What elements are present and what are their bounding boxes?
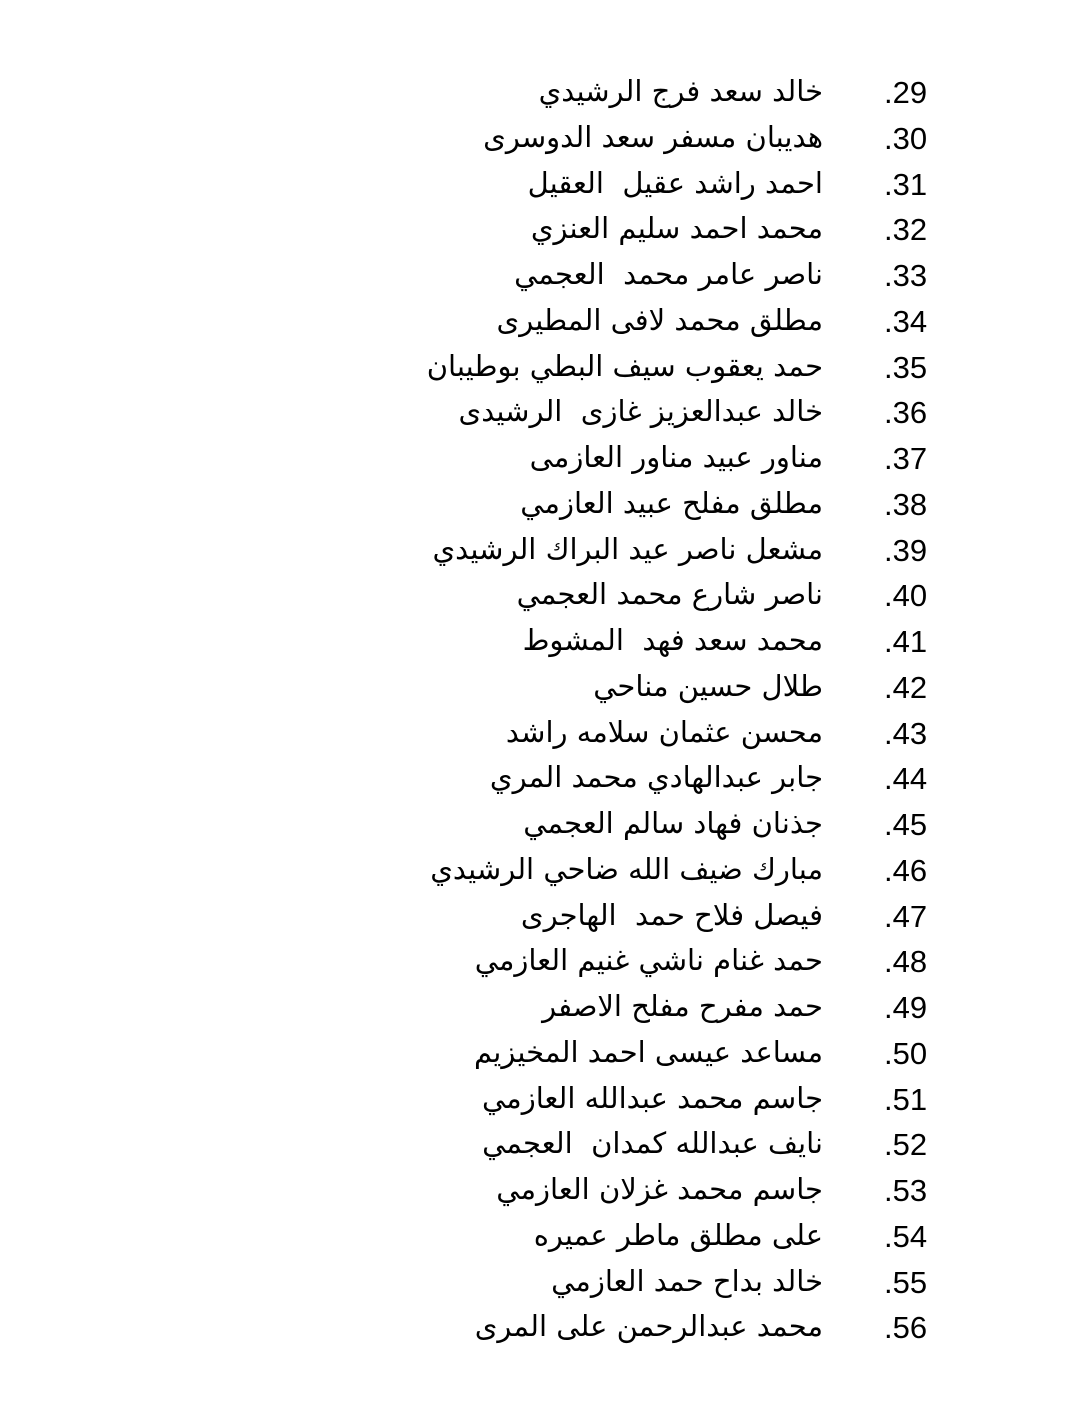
entry-name: خالد سعد فرج الرشيدي: [538, 74, 823, 108]
entry-name: مشعل ناصر عيد البراك الرشيدي: [432, 531, 823, 566]
entry-number: .54: [884, 1218, 928, 1254]
entry-name: مطلق محمد لافى المطيرى: [496, 302, 823, 337]
list-item: [0, 526, 1073, 572]
entry-number: .32: [884, 212, 928, 248]
entry-name: طلال حسين مناحي: [593, 668, 823, 703]
list-item: [0, 663, 1073, 709]
list-item: [0, 1029, 1073, 1075]
entry-name: نايف عبدالله كمدان العجمي: [482, 1126, 823, 1161]
list-item: [0, 1258, 1073, 1304]
entry-name: حمد غنام ناشي غنيم العازمي: [474, 943, 823, 978]
entry-name: خالد بداح حمد العازمي: [551, 1263, 823, 1298]
entry-name: مبارك ضيف الله ضاحي الرشيدي: [430, 851, 823, 886]
list-item: [0, 1120, 1073, 1166]
entry-number: .48: [884, 944, 928, 980]
entry-number: .31: [884, 166, 928, 202]
list-item: [0, 343, 1073, 389]
list-item: [0, 251, 1073, 297]
entry-name: على مطلق ماطر عميره: [533, 1217, 823, 1252]
list-item: [0, 1075, 1073, 1121]
entry-name: جاسم محمد غزلان العازمي: [496, 1172, 823, 1206]
entry-number: .50: [884, 1035, 928, 1071]
names-list: [0, 68, 1073, 1349]
entry-name: جابر عبدالهادي محمد المري: [489, 760, 823, 795]
list-item: [0, 571, 1073, 617]
entry-number: .34: [884, 303, 928, 339]
entry-number: .35: [884, 349, 928, 385]
entry-number: .55: [884, 1264, 928, 1300]
entry-name: مساعد عيسى احمد المخيزيم: [474, 1034, 823, 1069]
entry-name: ناصر شارع محمد العجمي: [516, 577, 823, 612]
list-item: [0, 480, 1073, 526]
list-item: [0, 709, 1073, 755]
list-item: [0, 892, 1073, 938]
list-item: [0, 160, 1073, 206]
entry-name: جاسم محمد عبدالله العازمي: [481, 1080, 823, 1115]
list-item: [0, 205, 1073, 251]
entry-number: .52: [884, 1127, 928, 1163]
entry-name: فيصل فلاح حمد الهاجرى: [520, 897, 823, 932]
list-item: [0, 388, 1073, 434]
list-item: [0, 846, 1073, 892]
entry-name: محمد سعد فهد المشوط: [522, 623, 823, 657]
entry-number: .36: [884, 395, 928, 431]
entry-number: .42: [884, 669, 928, 705]
entry-name: مناور عبيد مناور العازمى: [529, 440, 823, 474]
entry-number: .56: [884, 1310, 928, 1346]
list-item: [0, 1303, 1073, 1349]
entry-number: .37: [884, 441, 928, 476]
entry-number: .39: [884, 532, 928, 568]
entry-name: خالد عبدالعزيز غازى الرشيدى: [458, 394, 823, 429]
entry-name: ناصر عامر محمد العجمي: [514, 257, 823, 291]
entry-name: محسن عثمان سلامه راشد: [505, 714, 823, 749]
entry-name: حمد يعقوب سيف البطي بوطيبان: [426, 348, 823, 383]
list-item: [0, 800, 1073, 846]
entry-number: .43: [884, 715, 928, 751]
entry-number: .53: [884, 1173, 928, 1208]
list-item: [0, 617, 1073, 663]
entry-name: محمد عبدالرحمن على المرى: [474, 1309, 823, 1344]
entry-number: .41: [884, 624, 928, 659]
list-item: [0, 937, 1073, 983]
entry-number: .45: [884, 807, 928, 842]
list-item: [0, 983, 1073, 1029]
entry-name: حمد مفرح مفلح الاصفر: [542, 989, 823, 1023]
list-item: [0, 434, 1073, 480]
list-item: [0, 68, 1073, 114]
entry-name: احمد راشد عقيل العقيل: [527, 165, 823, 200]
entry-name: هديبان مسفر سعد الدوسرى: [483, 119, 823, 154]
entry-number: .49: [884, 990, 928, 1025]
entry-name: مطلق مفلح عبيد العازمي: [520, 485, 823, 520]
entry-number: .46: [884, 852, 928, 888]
entry-number: .40: [884, 578, 928, 614]
entry-number: .47: [884, 898, 928, 934]
entry-number: .51: [884, 1081, 928, 1117]
entry-number: .30: [884, 120, 928, 156]
list-item: [0, 1166, 1073, 1212]
entry-name: محمد احمد سليم العنزي: [530, 211, 823, 246]
entry-number: .29: [884, 75, 928, 110]
entry-number: .44: [884, 761, 928, 797]
entry-number: .33: [884, 258, 928, 293]
list-item: [0, 1212, 1073, 1258]
entry-number: .38: [884, 486, 928, 522]
list-item: [0, 297, 1073, 343]
list-item: [0, 114, 1073, 160]
entry-name: جذنان فهاد سالم العجمي: [523, 806, 823, 840]
list-item: [0, 754, 1073, 800]
